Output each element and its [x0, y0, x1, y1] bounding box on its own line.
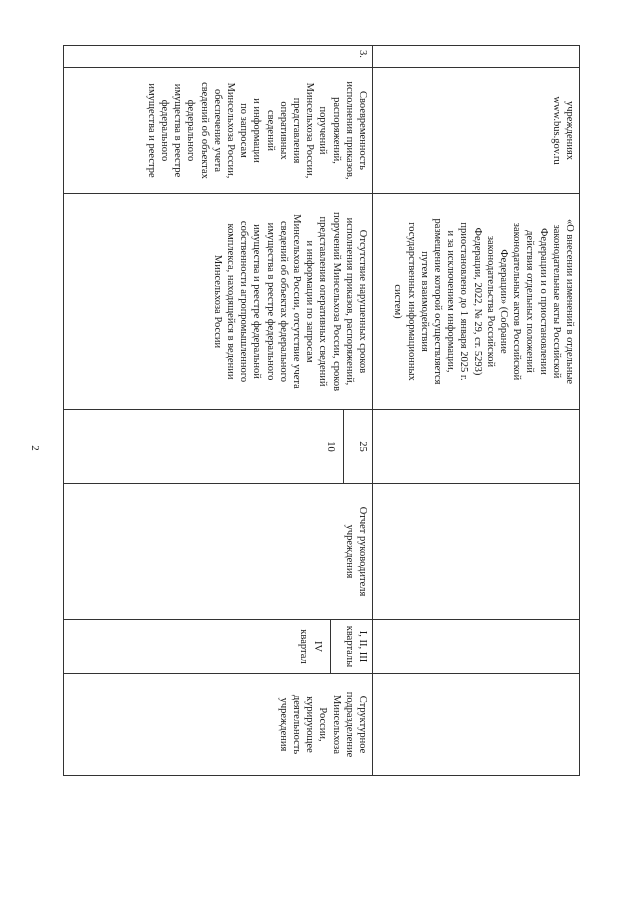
cell-criterion [64, 194, 373, 410]
cell-responsible [64, 674, 373, 776]
text-line: и информации [251, 98, 263, 163]
text-line: исполнения приказов, [343, 81, 355, 180]
cell-period [373, 620, 580, 674]
text-line: представления оперативных сведений [317, 216, 329, 387]
text-line: распоряжений, [330, 97, 342, 164]
text-line: законодательства Российской [484, 235, 496, 368]
indicator-text [145, 72, 369, 189]
text-line: имущества и реестре федеральной [251, 224, 263, 379]
text-line: путем взаимодействия [418, 251, 430, 352]
cell-indicator [64, 68, 373, 194]
text-line: учреждения [277, 697, 289, 752]
text-line: «О внесении изменений в отдельные [564, 218, 575, 385]
text-line: Минсельхоза России, отсутствие учета [290, 214, 302, 389]
page-number: 2 [28, 445, 41, 451]
criteria-table [63, 45, 580, 776]
cell-number [373, 46, 580, 68]
text-line: IV [311, 640, 323, 653]
text-line: и информации по запросам [304, 240, 316, 363]
text-line: Минсельхоза России, [304, 82, 316, 179]
text-line: по запросам [238, 103, 250, 158]
text-line: обеспечение учета [211, 88, 223, 173]
text-line: имущества в реестре [172, 83, 184, 178]
text-line: Федерации и о приостановлении [537, 228, 549, 375]
text-line: представления [290, 97, 302, 164]
text-line: размещение которой осуществляется [431, 218, 443, 385]
text-line: законодательных актов Российской [511, 222, 523, 381]
text-line: Федерации, 2022, № 29, ст. 5293) [471, 227, 483, 376]
text-line: имущества и реестре [145, 83, 157, 178]
text-line: учреждениях [564, 100, 575, 161]
text-line: квартал [298, 629, 310, 664]
text-line: федерального [185, 99, 197, 162]
text-line: учреждения [343, 524, 355, 579]
text-line: исполнения приказов, распоряжений, [343, 217, 355, 386]
criterion-text [391, 198, 576, 405]
table-row-continuation [373, 46, 580, 776]
text-line: поручений [317, 106, 329, 155]
period-a [343, 624, 369, 669]
text-line: подразделение [343, 691, 355, 758]
cell-criterion [373, 194, 580, 410]
text-line: Структурное [357, 695, 368, 754]
cell-points [373, 410, 580, 484]
cell-source [64, 484, 373, 620]
text-line: государственных информационных [405, 222, 417, 381]
text-line: деятельность [290, 694, 302, 755]
text-line: Своевременность [357, 91, 368, 170]
source-text [343, 488, 369, 615]
cell-indicator [373, 68, 580, 194]
text-line: сведений об объектах федерального [277, 221, 289, 382]
cell-source [373, 484, 580, 620]
text-line: действия отдельных положений [524, 230, 536, 373]
text-line: Минсельхоза России [211, 254, 223, 349]
points-a: 25 [357, 441, 368, 452]
text-line: Минсельхоза России, [224, 82, 236, 179]
period-b [297, 620, 330, 673]
text-line: кварталы [343, 625, 355, 668]
text-line: I, II, III [357, 630, 368, 663]
points-b: 10 [324, 410, 344, 483]
text-line: сведений [264, 110, 276, 151]
text-line: федерального [158, 99, 170, 162]
text-line: сведений об объектах [198, 82, 210, 179]
text-line: собственности агропромышленного [238, 220, 250, 383]
table-row-3 [64, 46, 373, 776]
text-line: Федерации» (Собрание [497, 249, 509, 354]
indicator-text [550, 72, 576, 189]
text-line: Отчет руководителя [357, 506, 368, 597]
criterion-text-b [211, 198, 303, 405]
responsible-text [277, 678, 369, 771]
rotated-table-area [64, 45, 580, 775]
cell-number: 3. [64, 46, 373, 68]
text-line: законодательные акты Российской [550, 224, 562, 379]
text-line: комплекса, находящейся в ведении [224, 223, 236, 380]
text-line: приостановлено до 1 января 2025 г. [458, 222, 470, 381]
text-line: оперативных [277, 101, 289, 160]
text-line: курирующее [304, 696, 316, 753]
text-line: www.bus.gov.ru [550, 96, 562, 165]
cell-period [64, 620, 373, 674]
text-line: России, [317, 707, 329, 742]
text-line: Минсельхоза [330, 695, 342, 754]
cell-responsible [373, 674, 580, 776]
text-line: и за исключением информации, [445, 230, 457, 373]
text-line: имущества в реестре федерального [264, 222, 276, 381]
text-line: Отсутствие нарушенных сроков [357, 229, 368, 374]
cell-points [64, 410, 373, 484]
criterion-text-a [303, 198, 369, 405]
text-line: поручений Минсельхоза России, сроков [330, 211, 342, 392]
text-line: систем) [392, 284, 404, 319]
